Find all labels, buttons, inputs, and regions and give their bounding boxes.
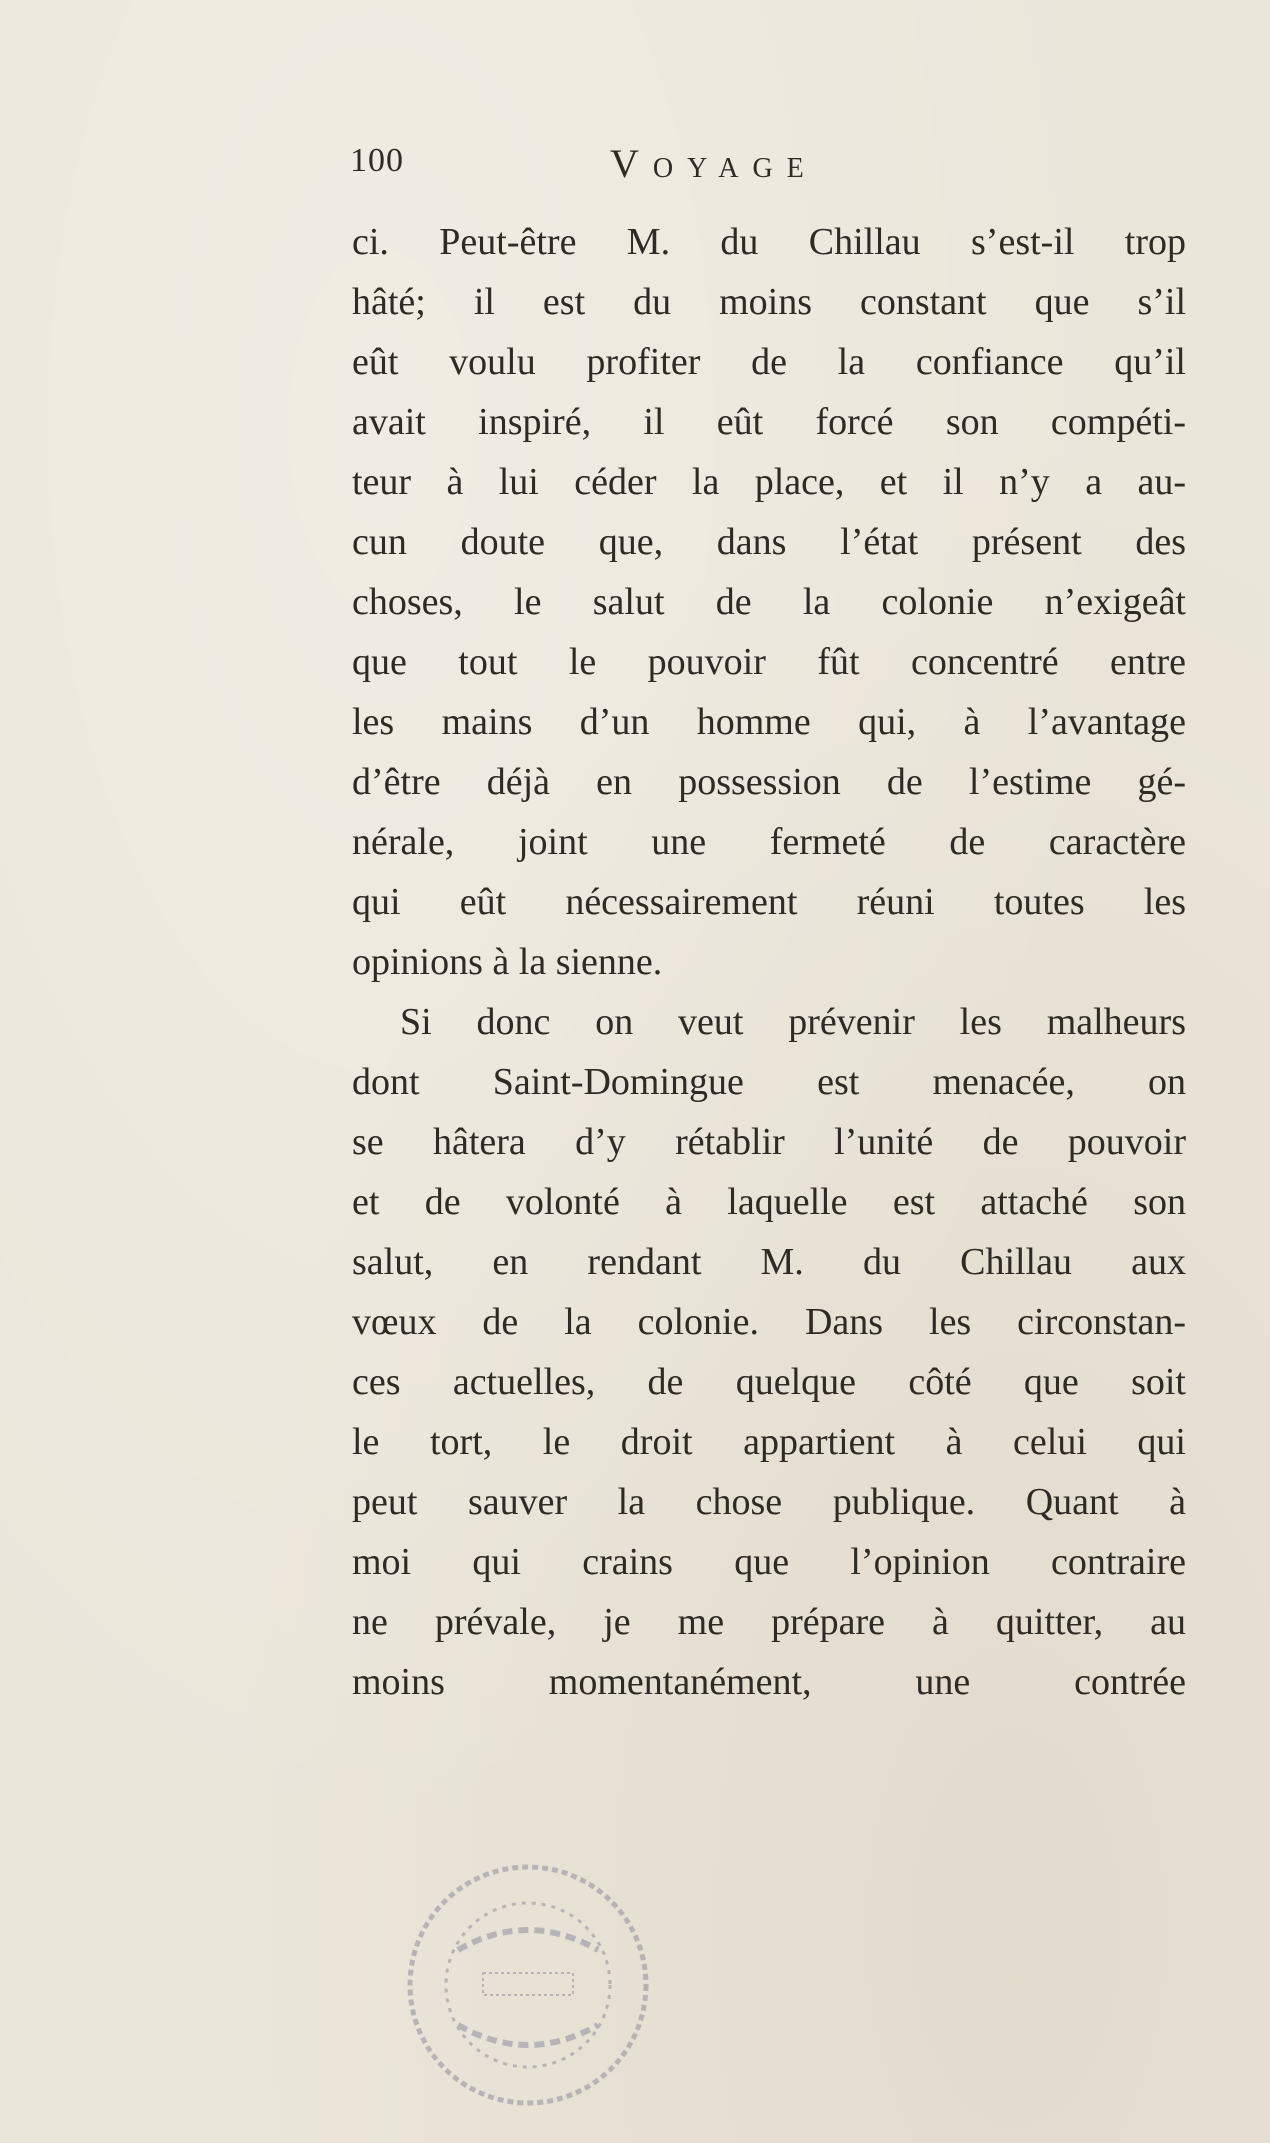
page-number: 100: [350, 142, 404, 179]
text-line: avait inspiré, il eût forcé son compéti-: [352, 401, 1186, 443]
text-line: ne prévale, je me prépare à quitter, au: [352, 1601, 1186, 1643]
library-stamp-icon: [398, 1855, 658, 2115]
text-line: dont Saint-Domingue est menacée, on: [352, 1061, 1186, 1103]
text-line: se hâtera d’y rétablir l’unité de pouvoir: [352, 1121, 1186, 1163]
text-line: salut, en rendant M. du Chillau aux: [352, 1241, 1186, 1283]
text-line: qui eût nécessairement réuni toutes les: [352, 881, 1186, 923]
text-line: ces actuelles, de quelque côté que soit: [352, 1361, 1186, 1403]
running-title: Voyage: [610, 141, 818, 186]
text-line: nérale, joint une fermeté de caractère: [352, 821, 1186, 863]
text-line: les mains d’un homme qui, à l’avantage: [352, 701, 1186, 743]
text-line: moins momentanément, une contrée: [352, 1661, 1186, 1703]
text-line: que tout le pouvoir fût concentré entre: [352, 641, 1186, 683]
text-line: le tort, le droit appartient à celui qui: [352, 1421, 1186, 1463]
text-line: eût voulu profiter de la confiance qu’il: [352, 341, 1186, 383]
text-line: d’être déjà en possession de l’estime gé-: [352, 761, 1186, 803]
text-line: choses, le salut de la colonie n’exigeât: [352, 581, 1186, 623]
body-text: [352, 212, 1186, 1712]
text-line: hâté; il est du moins constant que s’il: [352, 281, 1186, 323]
paragraph-first-line: Si donc on veut prévenir les malheurs: [400, 1001, 1186, 1043]
page-header: [350, 142, 1210, 188]
text-line: et de volonté à laquelle est attaché son: [352, 1181, 1186, 1223]
text-line: teur à lui céder la place, et il n’y a au-: [352, 461, 1186, 503]
text-line: peut sauver la chose publique. Quant à: [352, 1481, 1186, 1523]
text-line: opinions à la sienne.: [352, 941, 663, 983]
text-line: cun doute que, dans l’état présent des: [352, 521, 1186, 563]
text-line: ci. Peut-être M. du Chillau s’est-il trop: [352, 221, 1186, 263]
text-line: vœux de la colonie. Dans les circonstan-: [352, 1301, 1186, 1343]
text-line: moi qui crains que l’opinion contraire: [352, 1541, 1186, 1583]
